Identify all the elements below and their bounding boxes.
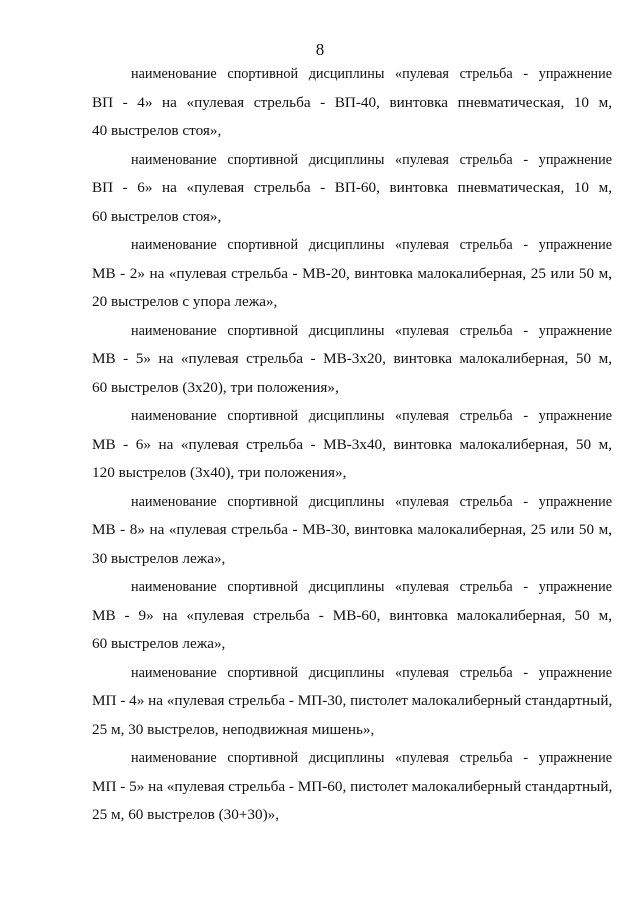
paragraph-line: 60 выстрелов стоя», bbox=[92, 207, 222, 225]
paragraph-line: наименование спортивной дисциплины «пулевая стрельба - упражнение bbox=[131, 750, 612, 766]
paragraph-line: наименование спортивной дисциплины «пулевая стрельба - упражнение bbox=[131, 66, 612, 82]
paragraph-line: 120 выстрелов (3x40), три положения», bbox=[92, 464, 347, 481]
paragraph-mv8 bbox=[92, 488, 612, 574]
paragraph-mv9 bbox=[92, 573, 612, 659]
paragraph-line: наименование спортивной дисциплины «пулевая стрельба - упражнение bbox=[131, 579, 612, 595]
paragraph-line: МВ - 9» на «пулевая стрельба - МВ-60, винтовка малокалиберная, 50 м, bbox=[92, 606, 612, 624]
paragraph-line: 60 выстрелов лежа», bbox=[92, 635, 226, 652]
paragraph-mp5 bbox=[92, 744, 612, 830]
paragraph-line: МВ - 6» на «пулевая стрельба - МВ-3x40, винтовка малокалиберная, 50 м, bbox=[92, 435, 612, 453]
paragraph-mv6 bbox=[92, 402, 612, 488]
paragraph-vp4 bbox=[92, 60, 612, 146]
paragraph-mp4 bbox=[92, 659, 612, 745]
paragraph-line: наименование спортивной дисциплины «пулевая стрельба - упражнение bbox=[131, 151, 612, 168]
document-body bbox=[92, 60, 612, 830]
paragraph-line: МП - 4» на «пулевая стрельба - МП-30, пистолет малокалиберный стандартный, bbox=[92, 692, 613, 709]
paragraph-line: наименование спортивной дисциплины «пулевая стрельба - упражнение bbox=[131, 664, 612, 681]
paragraph-line: наименование спортивной дисциплины «пулевая стрельба - упражнение bbox=[131, 237, 612, 253]
paragraph-line: 25 м, 30 выстрелов, неподвижная мишень», bbox=[92, 720, 375, 738]
paragraph-line: 30 выстрелов лежа», bbox=[92, 549, 226, 567]
paragraph-line: 20 выстрелов с упора лежа», bbox=[92, 293, 278, 310]
paragraph-line: 40 выстрелов стоя», bbox=[92, 122, 222, 139]
paragraph-line: МВ - 8» на «пулевая стрельба - МВ-30, винтовка малокалиберная, 25 или 50 м, bbox=[92, 521, 612, 538]
paragraph-mv2 bbox=[92, 231, 612, 317]
paragraph-line: МП - 5» на «пулевая стрельба - МП-60, пистолет малокалиберный стандартный, bbox=[92, 777, 613, 795]
paragraph-line: наименование спортивной дисциплины «пулевая стрельба - упражнение bbox=[131, 493, 612, 510]
paragraph-line: МВ - 2» на «пулевая стрельба - МВ-20, винтовка малокалиберная, 25 или 50 м, bbox=[92, 264, 612, 282]
paragraph-line: ВП - 6» на «пулевая стрельба - ВП-60, винтовка пневматическая, 10 м, bbox=[92, 179, 612, 196]
paragraph-line: ВП - 4» на «пулевая стрельба - ВП-40, винтовка пневматическая, 10 м, bbox=[92, 93, 612, 111]
paragraph-line: 25 м, 60 выстрелов (30+30)», bbox=[92, 806, 280, 823]
paragraph-line: МВ - 5» на «пулевая стрельба - МВ-3x20, винтовка малокалиберная, 50 м, bbox=[92, 350, 612, 367]
paragraph-line: наименование спортивной дисциплины «пулевая стрельба - упражнение bbox=[131, 408, 612, 424]
paragraph-vp6 bbox=[92, 146, 612, 232]
page-number: 8 bbox=[315, 40, 325, 59]
paragraph-line: 60 выстрелов (3x20), три положения», bbox=[92, 378, 339, 396]
paragraph-line: наименование спортивной дисциплины «пулевая стрельба - упражнение bbox=[131, 322, 612, 339]
paragraph-mv5 bbox=[92, 317, 612, 403]
